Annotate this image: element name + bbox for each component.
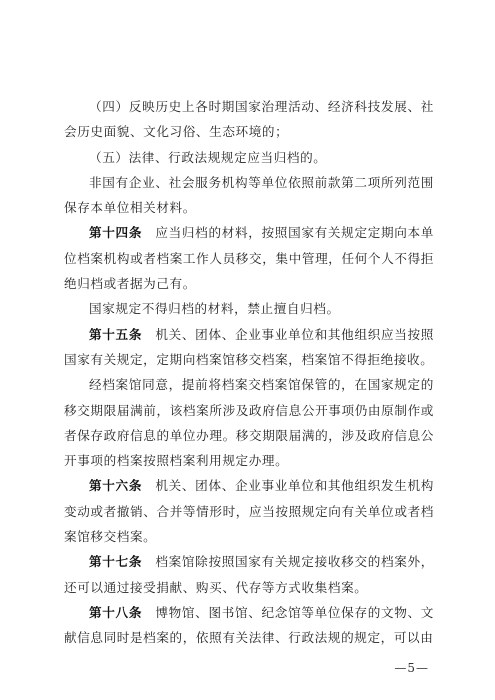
paragraph-text: 应当归档的材料，按照国家有关规定定期向本单位档案机构或者档案工作人员移交，集中管理，任何个人不得拒绝归档或者据为己有。 [64,225,434,292]
paragraph-text: 非国有企业、社会服务机构等单位依照前款第二项所列范围保存本单位相关材料。 [64,174,434,216]
document-body [64,94,434,651]
paragraph-text: 经档案馆同意，提前将档案交档案馆保管的，在国家规定的移交期限届满前，该档案所涉及政府信息公开事项仍由原制作或者保存政府信息的单位办理。移交期限届满的，涉及政府信息公开事项的档案按照档案利用规定办理。 [64,377,434,469]
paragraph-text: 国家规定不得归档的材料，禁止擅自归档。 [89,301,340,317]
article-15 [64,322,434,373]
paragraph-text: 博物馆、图书馆、纪念馆等单位保存的文物、文献信息同时是档案的，依照有关法律、行政法规的规定，可以由 [64,604,434,646]
article-heading: 第十四条 [89,225,143,241]
article-heading: 第十七条 [89,554,143,570]
article-heading: 第十五条 [89,326,143,342]
paragraph-item-5 [64,145,434,170]
paragraph-item-4 [64,94,434,145]
paragraph-text: （四）反映历史上各时期国家治理活动、经济科技发展、社会历史面貌、文化习俗、生态环境的； [64,99,434,140]
paragraph-text: 档案馆除按照国家有关规定接收移交的档案外，还可以通过接受捐献、购买、代存等方式收集档案。 [64,554,434,595]
article-heading: 第十八条 [89,604,143,620]
article-17 [64,549,434,600]
article-16 [64,473,434,549]
article-18 [64,600,434,651]
article-heading: 第十六条 [89,478,143,494]
article-14 [64,220,434,296]
page-number: —5— [394,661,429,675]
paragraph-non-state-units [64,170,434,221]
paragraph-early-transfer [64,372,434,473]
paragraph-text: （五）法律、行政法规规定应当归档的。 [89,149,327,165]
paragraph-text: 机关、团体、企业事业单位和其他组织应当按照国家有关规定，定期向档案馆移交档案，档案馆不得拒绝接收。 [64,326,434,367]
paragraph-no-archiving [64,296,434,321]
paragraph-text: 机关、团体、企业事业单位和其他组织发生机构变动或者撤销、合并等情形时，应当按照规定向有关单位或者档案馆移交档案。 [64,478,434,545]
